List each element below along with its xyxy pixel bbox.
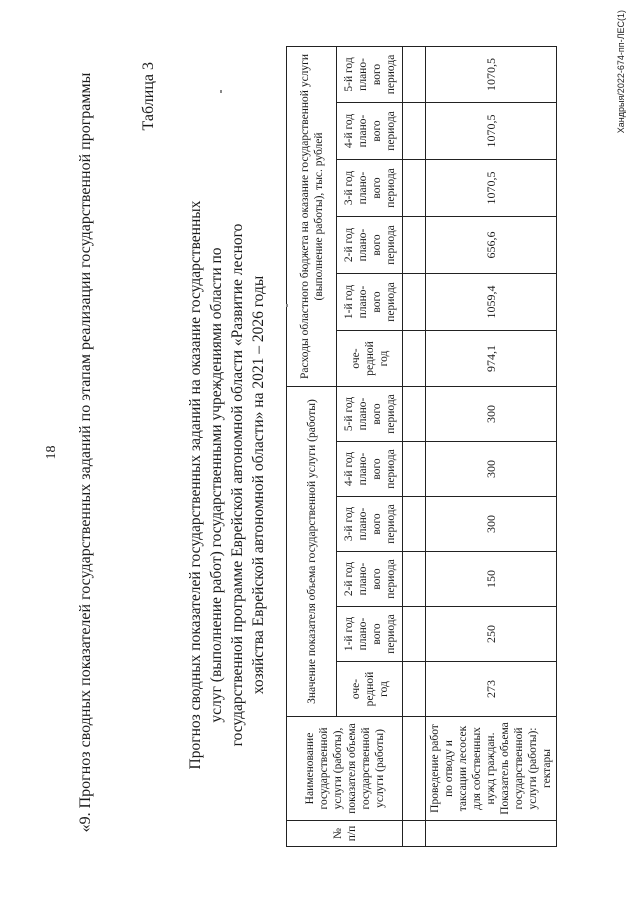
scan-speck: [286, 304, 288, 307]
document-id: Хандрыя/2022-674-пп-ЛЕС(1): [616, 10, 626, 134]
table-cell: [403, 442, 426, 497]
expense-period-header: 1-й год плано-вого периода: [337, 273, 403, 330]
volume-period-header: 1-й год плано-вого периода: [337, 607, 403, 662]
expense-period-header: оче-редной год: [337, 330, 403, 386]
volume-value: 300: [426, 442, 557, 497]
scan-speck: [220, 90, 222, 93]
forecast-table: [286, 46, 557, 847]
expense-value: 1070,5: [426, 159, 557, 216]
volume-period-header: 5-й год плано-вого периода: [337, 386, 403, 441]
table-cell: [403, 497, 426, 552]
table-cell: [403, 662, 426, 717]
col-num-header: № п/п: [287, 821, 403, 847]
group-volume-header: Значение показателя объема государственной услуги (работы): [287, 386, 337, 716]
volume-period-header: 4-й год плано-вого периода: [337, 442, 403, 497]
group-expense-header: Расходы областного бюджета на оказание государственной услуги (выполнение работы), тыс. рублей: [287, 46, 337, 386]
expense-value: 1070,5: [426, 46, 557, 102]
row-name: Проведение работ по отводу и таксации лесосек для собственных нужд граждан. Показатель объема государственной услуги (работы): гектары: [426, 717, 557, 821]
volume-value: 250: [426, 607, 557, 662]
table-cell: [403, 273, 426, 330]
expense-value: 974,1: [426, 330, 557, 386]
table-cell: [403, 607, 426, 662]
page-number: 18: [44, 445, 59, 460]
expense-value: 1070,5: [426, 102, 557, 159]
volume-period-header: 2-й год плано-вого периода: [337, 552, 403, 607]
volume-period-header: 3-й год плано-вого периода: [337, 497, 403, 552]
table-cell: [403, 386, 426, 441]
volume-period-header: оче-редной год: [337, 662, 403, 717]
expense-period-header: 2-й год плано-вого периода: [337, 216, 403, 273]
table-cell: [403, 159, 426, 216]
expense-value: 656,6: [426, 216, 557, 273]
volume-value: 150: [426, 552, 557, 607]
table-caption: Прогноз сводных показателей государственных заданий на оказание государственных услуг (выполнение работ) государственными учреждениями области по государственной программе Еврейской автономной области «Развитие лесного хозяйства Еврейской автономной области» на 2021 – 2026 годы: [187, 200, 267, 770]
table-cell: [403, 717, 426, 821]
table-label: Таблица 3: [140, 62, 157, 131]
expense-value: 1059,4: [426, 273, 557, 330]
volume-value: 300: [426, 497, 557, 552]
expense-period-header: 5-й год плано-вого периода: [337, 46, 403, 102]
table-cell: [403, 330, 426, 386]
volume-value: 300: [426, 386, 557, 441]
col-name-header: Наименование государственной услуги (работы), показателя объема государственной услуги (работы): [287, 717, 403, 821]
table-cell: [403, 216, 426, 273]
expense-period-header: 3-й год плано-вого периода: [337, 159, 403, 216]
table-cell: [403, 552, 426, 607]
table-cell: [403, 821, 426, 847]
volume-value: 273: [426, 662, 557, 717]
table-cell: [403, 46, 426, 102]
row-num: [426, 821, 557, 847]
table-row-blank: [403, 46, 426, 846]
section-heading: «9. Прогноз сводных показателей государственных заданий по этапам реализации государственной программы: [77, 72, 94, 833]
table-cell: [403, 102, 426, 159]
expense-period-header: 4-й год плано-вого периода: [337, 102, 403, 159]
header-row-main: [287, 46, 337, 846]
table-row: [426, 46, 557, 846]
